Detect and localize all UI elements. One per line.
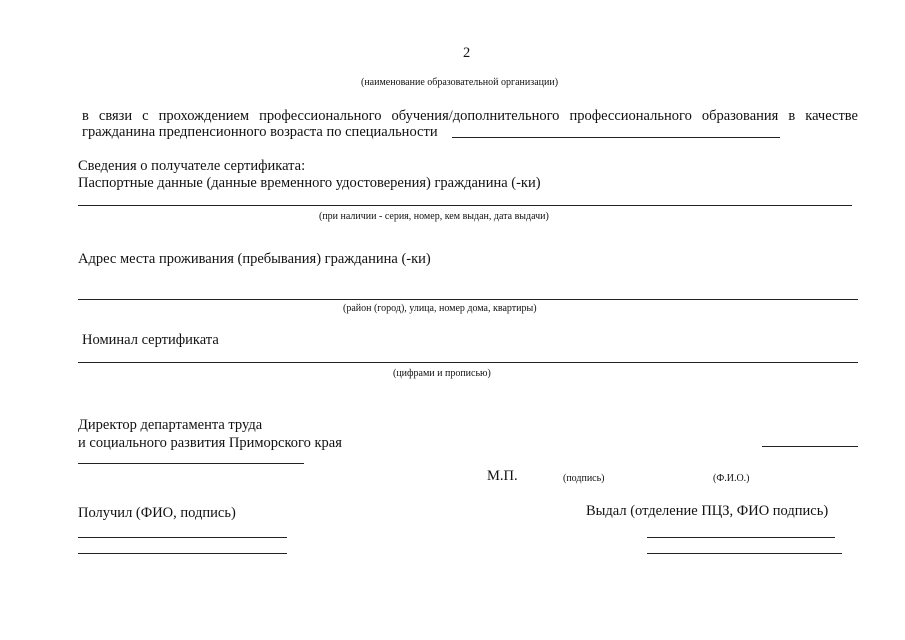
director-title-line-2: и социального развития Приморского края (78, 435, 342, 451)
recipient-heading: Сведения о получателе сертификата: (78, 158, 306, 174)
passport-caption: (при наличии - серия, номер, кем выдан, дата выдачи) (319, 211, 549, 222)
passport-label: Паспортные данные (данные временного удостоверения) гражданина (-ки) (78, 175, 541, 191)
fio-caption: (Ф.И.О.) (713, 473, 750, 484)
page-number: 2 (463, 45, 471, 61)
specialty-field-line[interactable] (452, 137, 780, 138)
issued-label: Выдал (отделение ПЦЗ, ФИО подпись) (586, 503, 829, 519)
signature-caption: (подпись) (563, 473, 605, 484)
nominal-caption: (цифрами и прописью) (393, 368, 491, 379)
director-title-line-1: Директор департамента труда (78, 417, 263, 433)
org-name-caption: (наименование образовательной организации) (361, 77, 559, 88)
address-field-line[interactable] (78, 299, 858, 300)
nominal-label: Номинал сертификата (82, 332, 219, 348)
nominal-field-line[interactable] (78, 362, 858, 363)
received-label: Получил (ФИО, подпись) (78, 505, 236, 521)
director-fio-line[interactable] (78, 463, 304, 464)
issued-line-2[interactable] (647, 553, 842, 554)
issued-line-1[interactable] (647, 537, 835, 538)
received-line-1[interactable] (78, 537, 287, 538)
stamp-label: М.П. (487, 468, 518, 484)
intro-line-1: в связи с прохождением профессионального обучения/дополнительного профессионального образования в качестве (82, 108, 858, 124)
address-label: Адрес места проживания (пребывания) гражданина (-ки) (78, 251, 431, 267)
received-line-2[interactable] (78, 553, 287, 554)
intro-line-2: гражданина предпенсионного возраста по специальности (82, 124, 438, 140)
passport-field-line[interactable] (78, 205, 852, 206)
address-caption: (район (город), улица, номер дома, квартиры) (343, 303, 537, 314)
director-signature-line[interactable] (762, 446, 858, 447)
